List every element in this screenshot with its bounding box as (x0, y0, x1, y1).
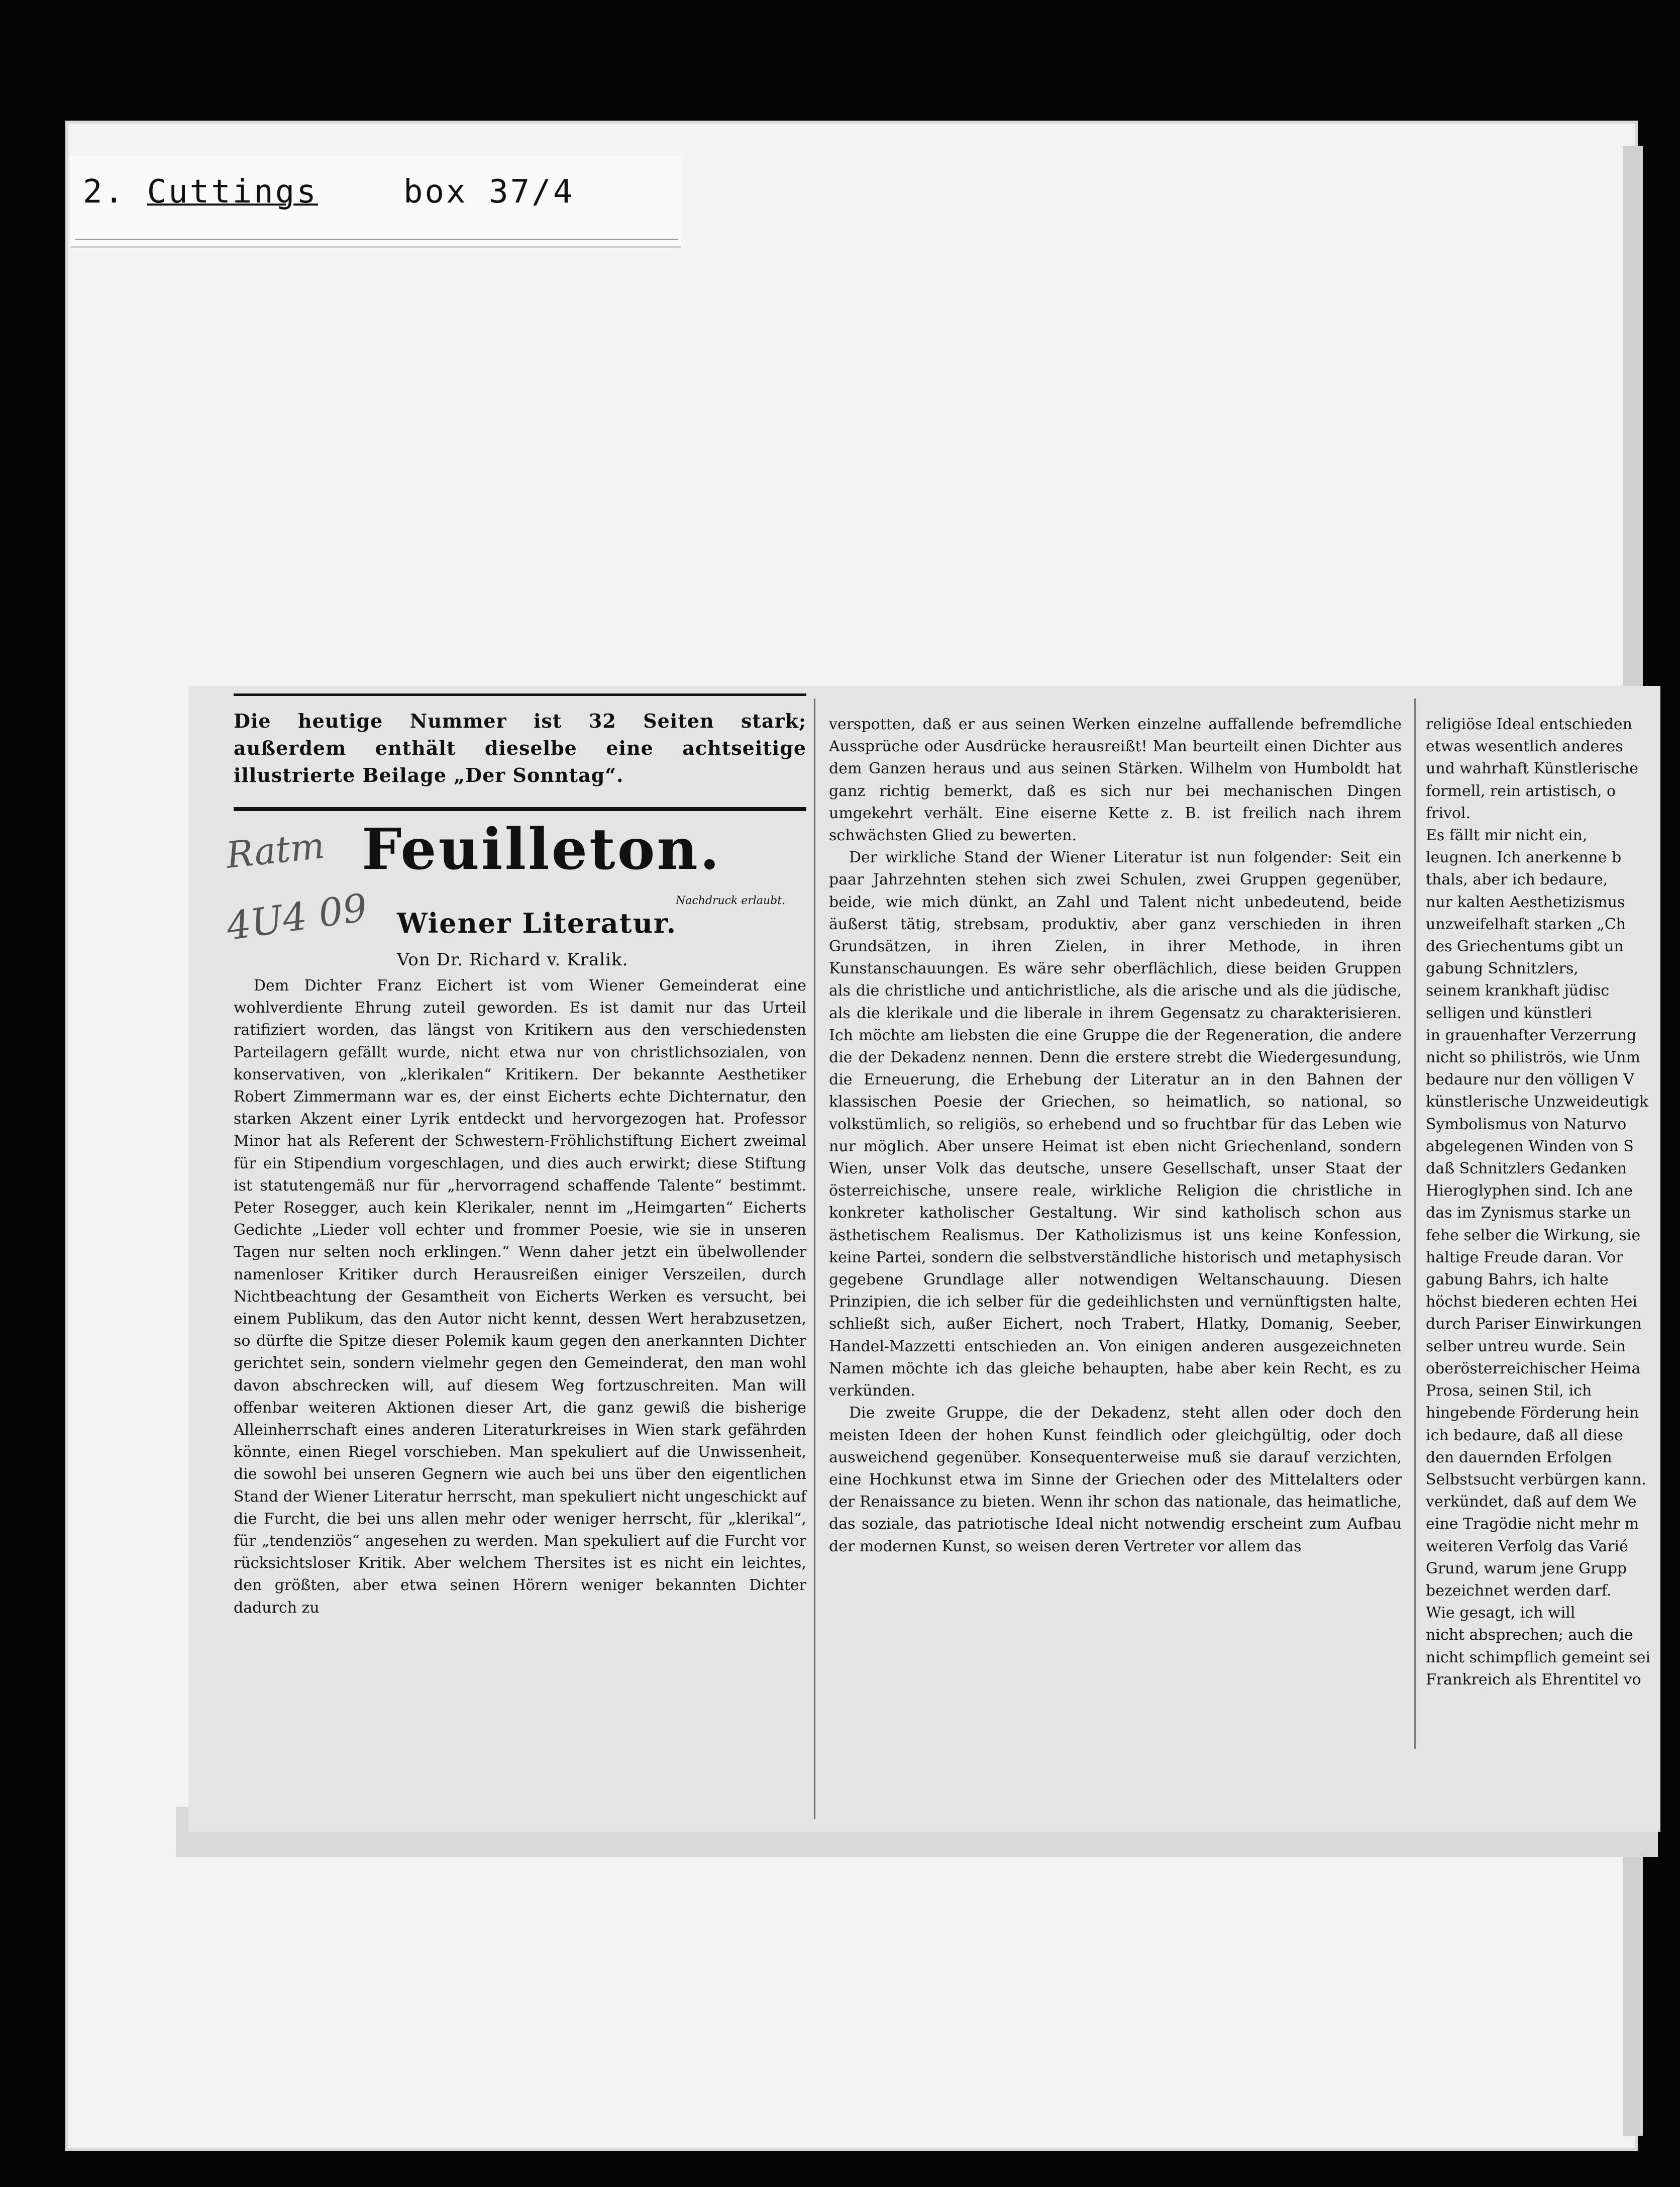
column-line: bedaure nur den völligen V (1426, 1071, 1634, 1089)
column-line: religiöse Ideal entschieden (1426, 716, 1632, 733)
column-line: in grauenhafter Verzerrung (1426, 1026, 1637, 1044)
column-line: daß Schnitzlers Gedanken (1426, 1160, 1627, 1178)
column-line: etwas wesentlich anderes (1426, 738, 1623, 756)
column-line: und wahrhaft Künstlerische (1426, 760, 1638, 778)
notice-rule (234, 807, 806, 811)
column-line: fehe selber die Wirkung, sie (1426, 1226, 1641, 1244)
column-line: das im Zynismus starke un (1426, 1204, 1631, 1222)
column-line: formell, rein artistisch, o (1426, 782, 1616, 800)
column-line: Grund, warum jene Grupp (1426, 1559, 1627, 1577)
column-line: nicht schimpflich gemeint sei (1426, 1648, 1651, 1666)
column-line: nicht so philiströs, wie Unm (1426, 1049, 1640, 1067)
paragraph: Die zweite Gruppe, die der Dekadenz, steht allen oder doch den meisten Ideen der hohen Kunst feindlich oder gleichgültig, oder doch ausweichend gegenüber. Konsequenterweise muß sie darauf verzichten, eine Hochkunst etwa im Sinne der Griechen oder des Mittelalters oder der Renaissance zu bieten. Wenn ihr schon das nationale, das heimatliche, das soziale, das patriotische Ideal nicht notwendig erscheint zum Aufbau der modernen Kunst, so weisen deren Vertreter vor allem das (829, 1404, 1402, 1555)
column-line: des Griechentums gibt un (1426, 938, 1624, 956)
column-line: selligen und künstleri (1426, 1004, 1592, 1022)
column-line: eine Tragödie nicht mehr m (1426, 1515, 1639, 1533)
paragraph: verspotten, daß er aus seinen Werken einzelne auffallende befremdliche Aussprüche oder Ausdrücke herausreißt! Man beurteilt einen Dichter aus dem Ganzen heraus und aus seinen Stärken. Wilhelm von Humboldt hat ganz richtig bemerkt, daß es sich nur bei mechanischen Dingen umgekehrt verhält. Eine eiserne Kette z. B. ist freilich nach ihrem schwächsten Glied zu bewerten. (829, 716, 1402, 845)
column-line: Selbstsucht verbürgen kann. (1426, 1470, 1646, 1488)
column-line: nur kalten Aesthetizismus (1426, 893, 1625, 911)
column-line: leugnen. Ich anerkenne b (1426, 849, 1622, 867)
column-line: Symbolismus von Naturvo (1426, 1115, 1627, 1133)
column-line: verkündet, daß auf dem We (1426, 1493, 1637, 1511)
column-line: oberösterreichischer Heima (1426, 1359, 1641, 1377)
label-section: Cuttings (147, 173, 318, 211)
handwritten-number: 4U4 09 (224, 884, 370, 949)
article-column-1 (234, 975, 806, 1619)
handwritten-name: Ratm (224, 824, 327, 877)
reprint-note: Nachdruck erlaubt. (676, 894, 786, 907)
column-line: Frankreich als Ehrentitel vo (1426, 1670, 1641, 1688)
column-line: unzweifelhaft starken „Ch (1426, 915, 1626, 933)
archive-label-text (83, 173, 574, 211)
top-rule (234, 693, 806, 696)
issue-notice: Die heutige Nummer ist 32 Seiten stark; außerdem enthält dieselbe eine achtseitige illustrierte Beilage „Der Sonntag“. (234, 710, 806, 786)
column-line: Es fällt mir nicht ein, (1426, 827, 1588, 845)
column-line: hingebende Förderung hein (1426, 1404, 1639, 1422)
column-divider-right (1414, 699, 1416, 1749)
paragraph: Dem Dichter Franz Eichert ist vom Wiener Gemeinderat eine wohlverdiente Ehrung zuteil geworden. Es ist damit nur das Urteil ratifiziert worden, das längst von Kritikern aus den verschiedensten Parteilagern gefällt wurde, nicht etwa nur von christlichsozialen, von konservativen, von „klerikalen“ Kritikern. Der bekannte Aesthetiker Robert Zimmermann war es, der einst Eicherts echte Dichternatur, den starken Akzent einer Lyrik entdeckt und hervorgezogen hat. Professor Minor hat als Referent der Schwestern-Fröhlichstiftung Eichert zweimal für ein Stipendium vorgeschlagen, und dies auch erwirkt; diese Stiftung ist statutengemäß nur für „hervorragend schaffende Talente“ bestimmt. Peter Rosegger, auch kein Klerikaler, nennt im „Heimgarten“ Eicherts Gedichte „Lieder voll echter und frommer Poesie, wie sie in unseren Tagen nur selten noch erklingen.“ Wenn daher jetzt ein übelwollender namenloser Kritiker durch Herausreißen einiger Verszeilen, durch Nichtbeachtung der Gesamtheit von Eicherts Werken es versucht, bei einem Publikum, das den Autor nicht kennt, dessen Wert herabzusetzen, so dürfte die Spitze dieser Polemik kaum gegen den anerkannten Dichter gerichtet sein, sondern vielmehr gegen den Gemeinderat, den man wohl davon abschrecken will, auf diesem Weg fortzuschreiten. Man will offenbar weiteren Aktionen dieser Art, die ganz gewiß die bisherige Alleinherrschaft eines anderen Literaturkreises in Wien stark gefährden könnte, einen Riegel vorschieben. Man spekuliert auf die Unwissenheit, die sowohl bei unseren Gegnern wie auch bei uns über den eigentlichen Stand der Wiener Literatur herrscht, man spekuliert nicht ungeschickt auf die Furcht, die bei uns allen mehr oder weniger herrscht, für „klerikal“, für „tendenziös“ angesehen zu werden. Man spekuliert auf die Furcht vor rücksichtsloser Kritik. Aber welchem Thersites ist es nicht ein leichtes, den größten, aber etwa seinen Hörern weniger bekannten Dichter dadurch zu (234, 977, 806, 1617)
column-line: thals, aber ich bedaure, (1426, 871, 1608, 889)
article-column-3 (1426, 714, 1659, 1691)
column-line: durch Pariser Einwirkungen (1426, 1315, 1642, 1333)
label-box-number: box 37/4 (403, 173, 575, 211)
article-title: Wiener Literatur. (397, 907, 677, 939)
column-line: frivol. (1426, 804, 1471, 822)
column-divider (814, 699, 815, 1819)
column-line: nicht absprechen; auch die (1426, 1626, 1633, 1644)
column-line: gabung Schnitzlers, (1426, 960, 1579, 978)
column-line: Prosa, seinen Stil, ich (1426, 1382, 1592, 1400)
article-byline: Von Dr. Richard v. Kralik. (397, 950, 628, 970)
column-line: selber untreu wurde. Sein (1426, 1337, 1626, 1355)
column-line: ich bedaure, daß all diese (1426, 1426, 1623, 1444)
column-line: abgelegenen Winden von S (1426, 1137, 1634, 1155)
label-number: 2. (83, 173, 126, 211)
article-column-2 (829, 714, 1402, 1558)
column-line: Hieroglyphen sind. Ich ane (1426, 1182, 1633, 1200)
column-line: bezeichnet werden darf. (1426, 1581, 1612, 1600)
paragraph: Der wirkliche Stand der Wiener Literatur ist nun folgender: Seit ein paar Jahrzehnten stehen sich zwei Schulen, zwei Gruppen gegenüber, beide, wie mich dünkt, an Zahl und Talent nicht unbedeutend, beide äußerst tätig, strebsam, produktiv, aber ganz verschieden in ihren Grundsätzen, in ihren Zielen, in ihrer Methode, in ihren Kunstanschauungen. Es wäre sehr oberflächlich, diese beiden Gruppen als die christliche und antichristliche, als die arische und als die jüdische, als die klerikale und die liberale in ihrem Gegensatz zu charakterisieren. Ich möchte am liebsten die eine Gruppe die der Regeneration, die andere die der Dekadenz nennen. Denn die erstere strebt die Wiedergesundung, die Erneuerung, die Erhebung der Literatur an in den Bahnen der klassischen Poesie der Griechen, so heimatlich, so national, so volkstümlich, so religiös, so erhebend und so fruchtbar für das Leben wie nur möglich. Aber unsere Heimat ist eben nicht Griechenland, sondern Wien, unser Volk das deutsche, unsere Gesellschaft, unser Staat der österreichische, unsere reale, wirkliche Religion die christliche in konkreter katholischer Gestaltung. Wir sind katholisch schon aus ästhetischem Realismus. Der Katholizismus ist uns keine Konfession, keine Partei, sondern die selbstverständliche historisch und metaphysisch gegebene Grundlage aller notwendigen Weltanschauung. Diesen Prinzipien, die ich selber für die gedeihlichsten und vernünftigsten halte, schließt sich, außer Eichert, noch Trabert, Hlatky, Domanig, Seeber, Handel-Mazzetti entschieden an. Von einigen anderen ausgezeichneten Namen möchte ich das gleiche behaupten, habe aber kein Recht, es zu verkünden. (829, 849, 1402, 1400)
label-divider (75, 239, 678, 240)
column-line: Wie gesagt, ich will (1426, 1604, 1576, 1622)
column-line: künstlerische Unzweideutigk (1426, 1093, 1649, 1111)
column-line: seinem krankhaft jüdisc (1426, 982, 1610, 1000)
column-line: gabung Bahrs, ich halte (1426, 1271, 1609, 1289)
column-line: haltige Freude daran. Vor (1426, 1248, 1623, 1266)
rubric-heading: Feuilleton. (362, 817, 721, 882)
column-line: den dauernden Erfolgen (1426, 1448, 1612, 1466)
column-line: weiteren Verfolg das Varié (1426, 1537, 1628, 1555)
column-line: höchst biederen echten Hei (1426, 1293, 1638, 1311)
